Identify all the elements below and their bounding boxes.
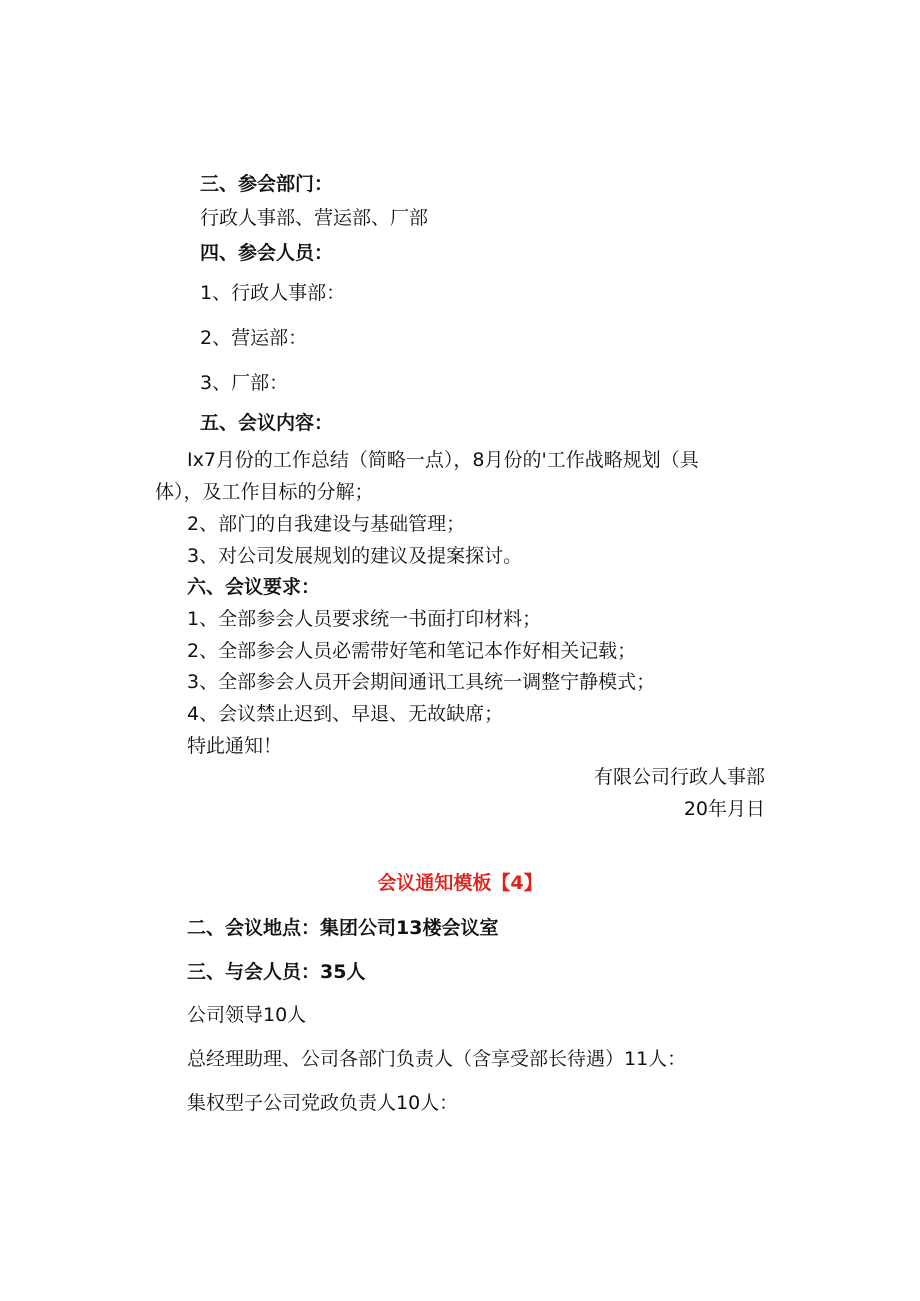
- heading-participating-departments: 三、参会部门：: [200, 173, 334, 195]
- heading-participants: 四、参会人员：: [200, 242, 334, 264]
- signature-organization: 有限公司行政人事部: [593, 766, 765, 788]
- heading-meeting-requirements: 六、会议要求：: [187, 576, 321, 598]
- participant-item: 1、行政人事部：: [200, 282, 346, 304]
- requirement-item: 2、全部参会人员必需带好笔和笔记本作好相关记载；: [187, 640, 637, 662]
- requirement-item: 4、会议禁止迟到、早退、无故缺席；: [187, 703, 504, 725]
- heading-meeting-content: 五、会议内容：: [200, 412, 334, 434]
- template-title: 会议通知模板【4】: [377, 872, 543, 894]
- meeting-location: 二、会议地点：集团公司13楼会议室: [187, 917, 499, 939]
- participant-item: 3、厂部：: [200, 372, 289, 394]
- content-item-1-continued: 体），及工作目标的分解；: [155, 481, 374, 503]
- closing-remark: 特此通知！: [187, 735, 283, 757]
- content-item-3: 3、对公司发展规划的建议及提案探讨。: [187, 545, 523, 567]
- requirement-item: 1、全部参会人员要求统一书面打印材料；: [187, 608, 542, 630]
- content-item-1: Ix7月份的工作总结（简略一点），8月份的'工作战略规划（具: [187, 449, 699, 471]
- attendees-heading: 三、与会人员：35人: [187, 961, 366, 983]
- attendee-group: 集权型子公司党政负责人10人：: [187, 1092, 459, 1114]
- departments-list: 行政人事部、营运部、厂部: [200, 207, 429, 229]
- content-item-2: 2、部门的自我建设与基础管理；: [187, 513, 466, 535]
- signature-date: 20年月日: [683, 798, 765, 820]
- requirement-item: 3、全部参会人员开会期间通讯工具统一调整宁静模式；: [187, 671, 656, 693]
- attendee-group: 总经理助理、公司各部门负责人（含享受部长待遇）11人：: [187, 1048, 687, 1070]
- participant-item: 2、营运部：: [200, 327, 308, 349]
- attendee-group: 公司领导10人: [187, 1004, 307, 1026]
